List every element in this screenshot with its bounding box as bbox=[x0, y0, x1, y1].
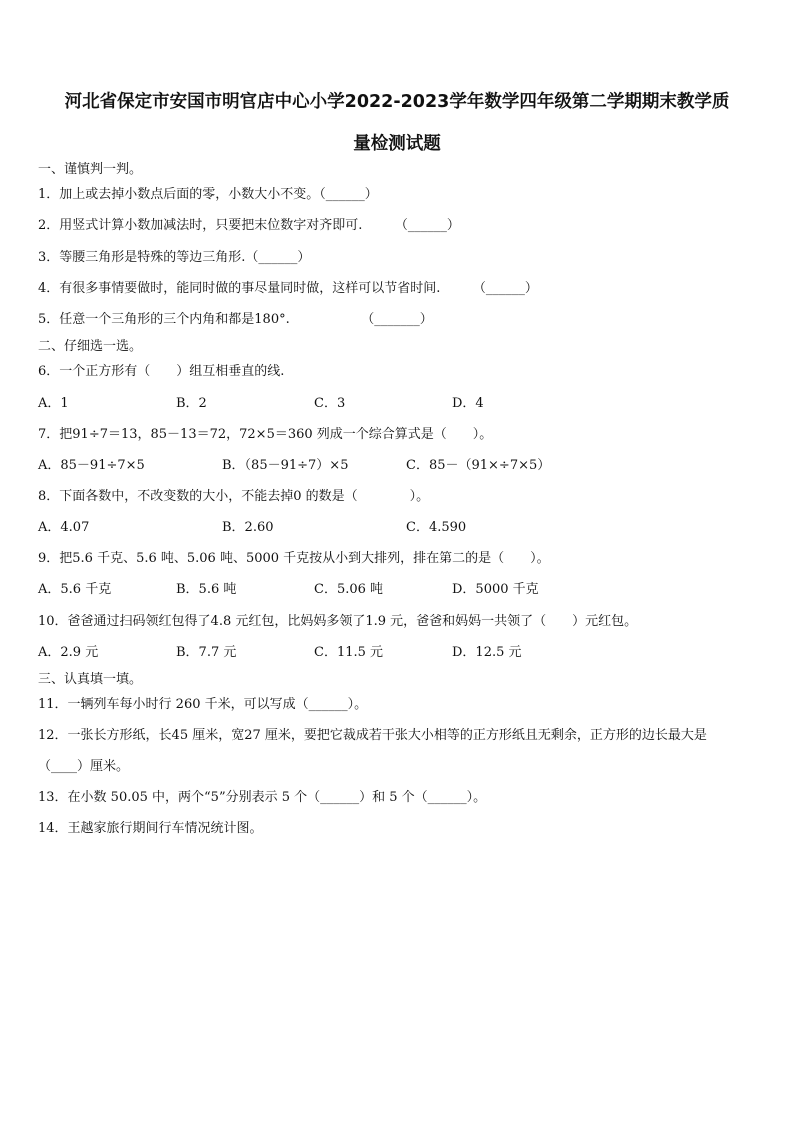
question-6: 6．一个正方形有（ ）组互相垂直的线. bbox=[38, 364, 285, 379]
q6-option-b: B．2 bbox=[176, 396, 207, 411]
q6-option-d: D．4 bbox=[452, 396, 484, 411]
q9-option-a: A．5.6 千克 bbox=[38, 582, 112, 597]
question-2: 2．用竖式计算小数加减法时，只要把末位数字对齐即可. （______） bbox=[38, 218, 460, 233]
page-title-line2: 量检测试题 bbox=[353, 134, 441, 154]
q9-option-c: C．5.06 吨 bbox=[314, 582, 384, 597]
q10-option-d: D．12.5 元 bbox=[452, 645, 522, 660]
q10-option-a: A．2.9 元 bbox=[38, 645, 99, 660]
page-title-line1: 河北省保定市安国市明官店中心小学2022-2023学年数学四年级第二学期期末教学质 bbox=[64, 92, 730, 112]
question-9: 9．把5.6 千克、5.6 吨、5.06 吨、5000 千克按从小到大排列，排在第二的是（ ）。 bbox=[38, 551, 550, 566]
q10-option-c: C．11.5 元 bbox=[314, 645, 384, 660]
q10-option-b: B．7.7 元 bbox=[176, 645, 237, 660]
q7-option-c: C．85－（91×÷7×5） bbox=[406, 458, 551, 473]
q9-option-b: B．5.6 吨 bbox=[176, 582, 237, 597]
section-heading-3: 三、认真填一填。 bbox=[38, 672, 143, 687]
question-12-line1: 12．一张长方形纸，长45 厘米，宽27 厘米，要把它裁成若干张大小相等的正方形纸且无剩余，正方形的边长最大是 bbox=[38, 728, 707, 743]
question-1: 1．加上或去掉小数点后面的零，小数大小不变。（______） bbox=[38, 187, 378, 202]
question-14: 14．王越家旅行期间行车情况统计图。 bbox=[38, 821, 263, 836]
question-10: 10．爸爸通过扫码领红包得了4.8 元红包，比妈妈多领了1.9 元，爸爸和妈妈一共领了（ ）元红包。 bbox=[38, 614, 638, 629]
question-12-line2: （____）厘米。 bbox=[38, 759, 130, 774]
q8-option-b: B．2.60 bbox=[222, 520, 274, 535]
q8-option-c: C．4.590 bbox=[406, 520, 467, 535]
q6-option-a: A．1 bbox=[38, 396, 69, 411]
section-heading-2: 二、仔细选一选。 bbox=[38, 339, 143, 354]
question-5: 5．任意一个三角形的三个内角和都是180°. （_______） bbox=[38, 312, 433, 327]
question-11: 11．一辆列车每小时行 260 千米，可以写成（______）。 bbox=[38, 697, 368, 712]
question-7: 7．把91÷7＝13，85－13＝72，72×5＝360 列成一个综合算式是（ ）。 bbox=[38, 427, 493, 442]
question-3: 3．等腰三角形是特殊的等边三角形.（______） bbox=[38, 250, 311, 265]
question-4: 4．有很多事情要做时，能同时做的事尽量同时做，这样可以节省时间. （______） bbox=[38, 281, 538, 296]
q6-option-c: C．3 bbox=[314, 396, 346, 411]
question-13: 13．在小数 50.05 中，两个“5”分别表示 5 个（______）和 5 个（______）。 bbox=[38, 790, 487, 805]
q7-option-a: A．85－91÷7×5 bbox=[38, 458, 145, 473]
q9-option-d: D．5000 千克 bbox=[452, 582, 539, 597]
q8-option-a: A．4.07 bbox=[38, 520, 90, 535]
question-8: 8．下面各数中，不改变数的大小，不能去掉0 的数是（ ）。 bbox=[38, 489, 430, 504]
q7-option-b: B．（85－91÷7）×5 bbox=[222, 458, 349, 473]
section-heading-1: 一、谨慎判一判。 bbox=[38, 162, 143, 177]
